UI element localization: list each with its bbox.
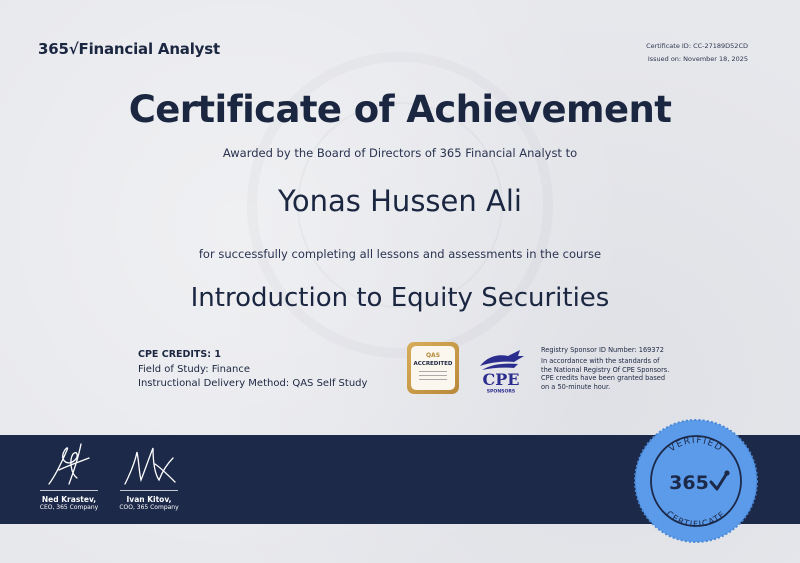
signer-name: Ned Krastev, (41, 495, 97, 504)
brand-name: Financial Analyst (78, 40, 220, 58)
signature-mark-ceo (39, 440, 99, 490)
cpe-details (138, 348, 367, 392)
registry-sponsor-id: Registry Sponsor ID Number: 169372 (541, 346, 664, 354)
cpe-logo-small-text: SPONSORS (486, 389, 516, 394)
cpe-credits: CPE CREDITS: 1 (138, 349, 221, 360)
recipient-name: Yonas Hussen Ali (278, 184, 522, 218)
certificate-id: Certificate ID: CC-27189D52CD (646, 42, 748, 50)
signer-role: COO, 365 Company (119, 504, 179, 511)
registry-statement: In accordance with the standards of the National Registry Of CPE Sponsors. CPE credits have been granted based on a 50-minute hour. (541, 357, 670, 391)
issued-date: Issued on: November 18, 2025 (647, 55, 748, 63)
certificate-title: Certificate of Achievement (128, 88, 672, 131)
seal-bottom-text: CERTIFICATE (663, 509, 729, 531)
signature-ceo (36, 440, 102, 512)
badge-logo-word: QAS (425, 352, 441, 359)
cpe-sponsors-logo (474, 344, 528, 394)
seal-number: 365 (669, 472, 709, 494)
seal-top-text: VERIFIED (667, 435, 725, 455)
signature-mark-coo (119, 440, 179, 490)
field-of-study: Field of Study: Finance (138, 363, 251, 375)
nasba-accredited-badge (407, 342, 459, 394)
registry-info (541, 346, 671, 391)
delivery-method: Instructional Delivery Method: QAS Self Study (138, 378, 368, 389)
checkmark-icon: √ (68, 40, 79, 58)
course-name: Introduction to Equity Securities (190, 283, 610, 313)
certificate-meta (646, 40, 748, 66)
completion-text: for successfully completing all lessons and assessments in the course (198, 247, 602, 261)
awarded-by-text: Awarded by the Board of Directors of 365 Financial Analyst to (222, 146, 578, 160)
cpe-logo-big-text: CPE (482, 370, 520, 389)
badge-accredited-label: ACCREDITED (413, 361, 453, 367)
signature-coo (116, 440, 182, 512)
verified-seal (633, 418, 759, 544)
brand-prefix: 365 (38, 40, 69, 58)
signer-name: Ivan Kitov, (126, 495, 172, 504)
brand-logo (38, 40, 220, 58)
signer-role: CEO, 365 Company (39, 504, 99, 511)
